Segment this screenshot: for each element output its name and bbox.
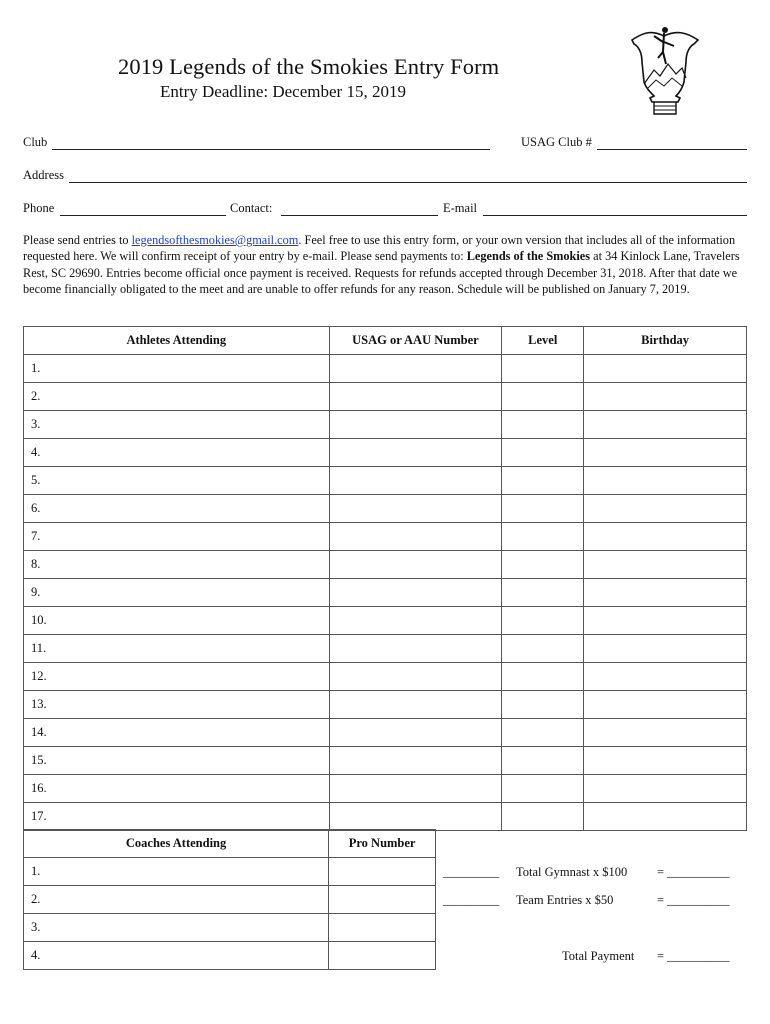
coach-name-cell[interactable] bbox=[24, 942, 329, 970]
coaches-attending-header: Coaches Attending bbox=[24, 830, 329, 858]
athlete-birthday-cell[interactable] bbox=[584, 551, 747, 579]
coach-name-cell[interactable] bbox=[24, 858, 329, 886]
club-field[interactable] bbox=[52, 149, 490, 150]
coaches-header-row bbox=[24, 830, 436, 858]
coach-pro-number-cell[interactable] bbox=[329, 914, 436, 942]
athlete-number-cell[interactable] bbox=[329, 411, 502, 439]
pro-number-header: Pro Number bbox=[329, 830, 436, 858]
athlete-row-number: 9. bbox=[31, 585, 41, 599]
coach-row-number: 2. bbox=[31, 892, 41, 906]
athletes-attending-header: Athletes Attending bbox=[24, 327, 330, 355]
athlete-number-cell[interactable] bbox=[329, 691, 502, 719]
email-label: E-mail bbox=[443, 201, 478, 215]
athlete-row bbox=[24, 383, 747, 411]
athlete-row bbox=[24, 551, 747, 579]
athlete-name-cell[interactable] bbox=[24, 747, 330, 775]
athlete-row-number: 8. bbox=[31, 557, 41, 571]
contact-label: Contact: bbox=[230, 201, 273, 215]
coach-row bbox=[24, 858, 436, 886]
athlete-row-number: 1. bbox=[31, 361, 41, 375]
athlete-level-cell[interactable] bbox=[502, 663, 584, 691]
entry-email-link[interactable]: legendsofthesmokies@gmail.com bbox=[131, 233, 299, 247]
athlete-row bbox=[24, 691, 747, 719]
athlete-row-number: 14. bbox=[31, 725, 47, 739]
athlete-row-number: 6. bbox=[31, 501, 41, 515]
athlete-row bbox=[24, 355, 747, 383]
athlete-row bbox=[24, 495, 747, 523]
athlete-row bbox=[24, 579, 747, 607]
athlete-row bbox=[24, 747, 747, 775]
athlete-row bbox=[24, 719, 747, 747]
athlete-level-cell[interactable] bbox=[502, 523, 584, 551]
athlete-row-number: 15. bbox=[31, 753, 47, 767]
total-payment-field[interactable]: = __________ bbox=[657, 949, 730, 963]
athlete-level-cell[interactable] bbox=[502, 579, 584, 607]
coach-row-number: 1. bbox=[31, 864, 41, 878]
athlete-row-number: 7. bbox=[31, 529, 41, 543]
athlete-birthday-cell[interactable] bbox=[584, 719, 747, 747]
athlete-number-cell[interactable] bbox=[329, 439, 502, 467]
coach-row-number: 4. bbox=[31, 948, 41, 962]
coach-row-number: 3. bbox=[31, 920, 41, 934]
team-count-field[interactable]: _________ bbox=[443, 893, 500, 907]
athlete-name-cell[interactable] bbox=[24, 691, 330, 719]
coach-name-cell[interactable] bbox=[24, 914, 329, 942]
athlete-number-cell[interactable] bbox=[329, 523, 502, 551]
athlete-row bbox=[24, 663, 747, 691]
address-label: Address bbox=[23, 168, 64, 182]
athlete-row bbox=[24, 607, 747, 635]
athlete-level-cell[interactable] bbox=[502, 635, 584, 663]
athlete-birthday-cell[interactable] bbox=[584, 411, 747, 439]
athlete-number-cell[interactable] bbox=[329, 803, 502, 831]
athlete-number-cell[interactable] bbox=[329, 663, 502, 691]
instructions-paragraph bbox=[23, 232, 749, 297]
phone-label: Phone bbox=[23, 201, 55, 215]
athlete-name-cell[interactable] bbox=[24, 719, 330, 747]
athlete-name-cell[interactable] bbox=[24, 551, 330, 579]
email-field[interactable] bbox=[483, 215, 747, 216]
athlete-level-cell[interactable] bbox=[502, 551, 584, 579]
level-header: Level bbox=[502, 327, 584, 355]
athlete-row-number: 16. bbox=[31, 781, 47, 795]
athlete-name-cell[interactable] bbox=[24, 411, 330, 439]
athlete-row bbox=[24, 635, 747, 663]
athlete-row-number: 12. bbox=[31, 669, 47, 683]
athlete-birthday-cell[interactable] bbox=[584, 747, 747, 775]
athlete-row bbox=[24, 411, 747, 439]
athletes-table-body bbox=[24, 355, 747, 831]
athlete-row-number: 5. bbox=[31, 473, 41, 487]
athletes-table bbox=[23, 326, 747, 831]
athlete-birthday-cell[interactable] bbox=[584, 635, 747, 663]
athlete-birthday-cell[interactable] bbox=[584, 495, 747, 523]
athlete-number-cell[interactable] bbox=[329, 467, 502, 495]
athlete-number-cell[interactable] bbox=[329, 383, 502, 411]
contact-field[interactable] bbox=[281, 215, 438, 216]
athlete-birthday-cell[interactable] bbox=[584, 439, 747, 467]
athlete-birthday-cell[interactable] bbox=[584, 663, 747, 691]
address-field[interactable] bbox=[69, 182, 747, 183]
athlete-number-cell[interactable] bbox=[329, 747, 502, 775]
usag-club-field[interactable] bbox=[597, 149, 747, 150]
payee-name: Legends of the Smokies bbox=[466, 249, 591, 264]
athlete-name-cell[interactable] bbox=[24, 439, 330, 467]
arrowhead-logo-icon bbox=[624, 22, 704, 118]
athlete-row bbox=[24, 467, 747, 495]
athlete-name-cell[interactable] bbox=[24, 635, 330, 663]
gymnast-count-field[interactable]: _________ bbox=[443, 865, 500, 879]
athlete-row bbox=[24, 803, 747, 831]
athlete-name-cell[interactable] bbox=[24, 803, 330, 831]
athlete-number-cell[interactable] bbox=[329, 775, 502, 803]
athlete-birthday-cell[interactable] bbox=[584, 803, 747, 831]
athlete-level-cell[interactable] bbox=[502, 803, 584, 831]
team-total-field[interactable]: = __________ bbox=[657, 893, 730, 907]
athlete-row bbox=[24, 439, 747, 467]
coaches-table-body bbox=[24, 858, 436, 970]
instructions-part1: Please send entries to bbox=[23, 233, 132, 247]
athlete-level-cell[interactable] bbox=[502, 719, 584, 747]
athlete-level-cell[interactable] bbox=[502, 775, 584, 803]
athlete-row-number: 13. bbox=[31, 697, 47, 711]
athlete-number-cell[interactable] bbox=[329, 551, 502, 579]
athlete-birthday-cell[interactable] bbox=[584, 775, 747, 803]
athlete-number-cell[interactable] bbox=[329, 579, 502, 607]
entry-deadline: Entry Deadline: December 15, 2019 bbox=[160, 82, 406, 101]
athlete-name-cell[interactable] bbox=[24, 523, 330, 551]
athlete-name-cell[interactable] bbox=[24, 579, 330, 607]
athlete-row bbox=[24, 523, 747, 551]
athlete-row-number: 10. bbox=[31, 613, 47, 627]
athlete-name-cell[interactable] bbox=[24, 467, 330, 495]
athlete-birthday-cell[interactable] bbox=[584, 383, 747, 411]
total-payment-label: Total Payment bbox=[562, 949, 635, 963]
athlete-name-cell[interactable] bbox=[24, 383, 330, 411]
athlete-row-number: 11. bbox=[31, 641, 47, 655]
coach-pro-number-cell[interactable] bbox=[329, 886, 436, 914]
instructions-part2: . Feel free to use this entry form, or your own version that includes all of the information requested here. We will confirm receipt of your entry by e-mail. Please send payments to: bbox=[23, 233, 736, 264]
athlete-row bbox=[24, 775, 747, 803]
coach-pro-number-cell[interactable] bbox=[329, 858, 436, 886]
athlete-birthday-cell[interactable] bbox=[584, 523, 747, 551]
athletes-header-row bbox=[24, 327, 747, 355]
athlete-row-number: 17. bbox=[31, 809, 47, 823]
athlete-level-cell[interactable] bbox=[502, 691, 584, 719]
coach-row bbox=[24, 886, 436, 914]
athlete-row-number: 2. bbox=[31, 389, 41, 403]
athlete-level-cell[interactable] bbox=[502, 495, 584, 523]
athlete-birthday-cell[interactable] bbox=[584, 691, 747, 719]
athlete-birthday-cell[interactable] bbox=[584, 467, 747, 495]
athlete-level-cell[interactable] bbox=[502, 607, 584, 635]
total-gymnast-label: Total Gymnast x $100 bbox=[516, 865, 628, 879]
athlete-birthday-cell[interactable] bbox=[584, 579, 747, 607]
usag-aau-number-header: USAG or AAU Number bbox=[329, 327, 502, 355]
athlete-level-cell[interactable] bbox=[502, 467, 584, 495]
coach-row bbox=[24, 914, 436, 942]
coach-name-cell[interactable] bbox=[24, 886, 329, 914]
coach-pro-number-cell[interactable] bbox=[329, 942, 436, 970]
athlete-level-cell[interactable] bbox=[502, 439, 584, 467]
athlete-level-cell[interactable] bbox=[502, 383, 584, 411]
athlete-name-cell[interactable] bbox=[24, 355, 330, 383]
athlete-number-cell[interactable] bbox=[329, 607, 502, 635]
athlete-name-cell[interactable] bbox=[24, 607, 330, 635]
form-title: 2019 Legends of the Smokies Entry Form bbox=[118, 54, 500, 79]
team-entries-label: Team Entries x $50 bbox=[516, 893, 614, 907]
athlete-row-number: 4. bbox=[31, 445, 41, 459]
athlete-number-cell[interactable] bbox=[329, 719, 502, 747]
athlete-row-number: 3. bbox=[31, 417, 41, 431]
athlete-birthday-cell[interactable] bbox=[584, 355, 747, 383]
athlete-level-cell[interactable] bbox=[502, 355, 584, 383]
usag-club-label: USAG Club # bbox=[521, 135, 592, 149]
athlete-name-cell[interactable] bbox=[24, 663, 330, 691]
athlete-number-cell[interactable] bbox=[329, 635, 502, 663]
instructions-part3: at 34 Kinlock Lane, Travelers Rest, SC 29690. Entries become official once payment is received. Requests for refunds accepted through December 31, 2018. After that date we become financially obligated to the meet and are unable to offer refunds for any reason. Schedule will be published on January 7, 2019. bbox=[23, 249, 740, 296]
club-label: Club bbox=[23, 135, 48, 149]
athlete-level-cell[interactable] bbox=[502, 747, 584, 775]
athlete-level-cell[interactable] bbox=[502, 411, 584, 439]
gymnast-total-field[interactable]: = __________ bbox=[657, 865, 730, 879]
athlete-number-cell[interactable] bbox=[329, 355, 502, 383]
birthday-header: Birthday bbox=[584, 327, 747, 355]
athlete-name-cell[interactable] bbox=[24, 495, 330, 523]
coach-row bbox=[24, 942, 436, 970]
phone-field[interactable] bbox=[60, 215, 226, 216]
coaches-table bbox=[23, 829, 436, 970]
athlete-number-cell[interactable] bbox=[329, 495, 502, 523]
athlete-name-cell[interactable] bbox=[24, 775, 330, 803]
athlete-birthday-cell[interactable] bbox=[584, 607, 747, 635]
